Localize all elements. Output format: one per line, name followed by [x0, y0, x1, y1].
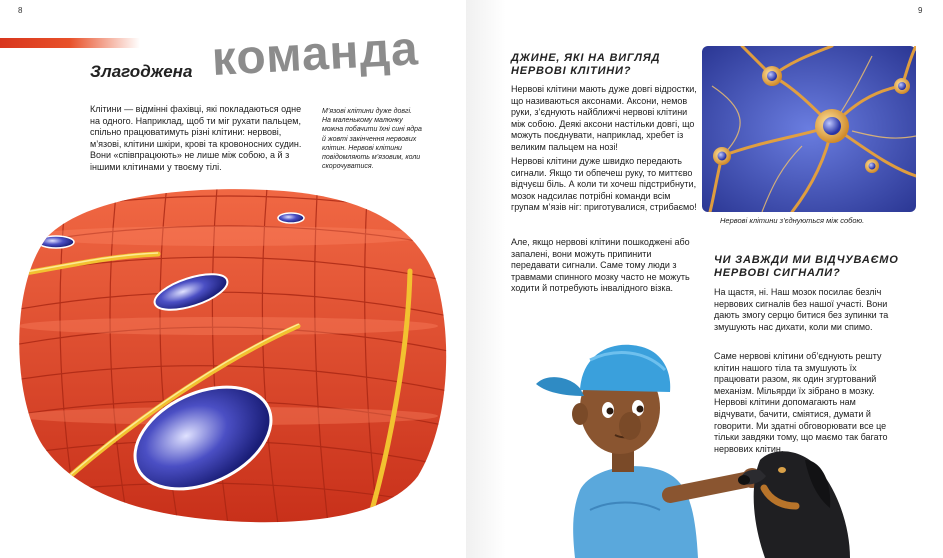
muscle-cells-illustration: [8, 176, 448, 524]
page-number-left: 8: [18, 6, 23, 15]
neurons-image: [702, 46, 916, 212]
page-title-small: Злагоджена: [90, 62, 193, 81]
page-number-right: 9: [918, 6, 923, 15]
question-heading-1: ДЖИНЕ, ЯКІ НА ВИГЛЯД НЕРВОВІ КЛІТИНИ?: [511, 52, 661, 77]
page-title-big: команда: [210, 22, 420, 86]
boy-and-dog-illustration: [520, 310, 850, 558]
question-heading-2: ЧИ ЗАВЖДИ МИ ВІДЧУВАЄМО НЕРВОВІ СИГНАЛИ?: [714, 254, 899, 279]
page-gutter: [466, 0, 506, 558]
intro-paragraph: Клітини — відмінні фахівці, які покладаються одне на одного. Наприклад, щоб ти міг рухати пальцем, спільно працюватимуть різні клітини: нервові, м’язові, клітини шкіри, крові та кровоносних судин. Вони «співпрацюють» не лише між собою, а й з іншими клітинами у твоєму тілі.: [90, 104, 302, 172]
neurons-caption: Нервові клітини з’єднуються між собою.: [720, 216, 865, 225]
muscle-caption: М’язові клітини дуже довгі. На маленькому малюнку можна побачити їхні сині ядра й жовті закінчення нервових клітин. Нервові клітини повідомляють м’язовим, коли скорочуватися.: [322, 108, 422, 171]
paragraph-signals: Нервові клітини дуже швидко передають сигнали. Якщо ти обпечеш руку, то миттєво відчуєш біль. А коли ти хочеш підстрибнути, мозок надсилає потрібні команди всім групам м’язів ніг: приготувалися, стрибаємо!: [511, 156, 697, 213]
paragraph-injury: Але, якщо нервові клітини пошкоджені або запалені, вони можуть припинити передавати сигнали. Саме тому люди з травмами спинного мозку часто не можуть ходити й потребують інвалідного візка.: [511, 237, 690, 294]
paragraph-brain: Саме нервові клітини об’єднують решту клітин нашого тіла та змушують їх працювати разом, як один згуртований механізм. Мільярди їх зібрано в мозку. Нервові клітини допомагають нам відчувати, бачити, сміятися, думати й говорити. Ми здатні обговорювати все це тільки завдяки тому, що маємо так багато нервових клітин.: [714, 351, 888, 454]
paragraph-axons: Нервові клітини мають дуже довгі відростки, що називаються аксонами. Аксони, немов руки, з’єднують найближчі нервові клітини між собою. Деякі аксони настільки довгі, що можуть поєднувати, наприклад, хребет із великим пальцем на нозі!: [511, 84, 697, 152]
paragraph-autonomic: На щастя, ні. Наш мозок посилає безліч нервових сигналів без нашої участі. Вони дають змогу серцю битися без зупинки та змушують нас дихати, коли ми спимо.: [714, 287, 889, 332]
decorative-strip: [0, 38, 140, 48]
